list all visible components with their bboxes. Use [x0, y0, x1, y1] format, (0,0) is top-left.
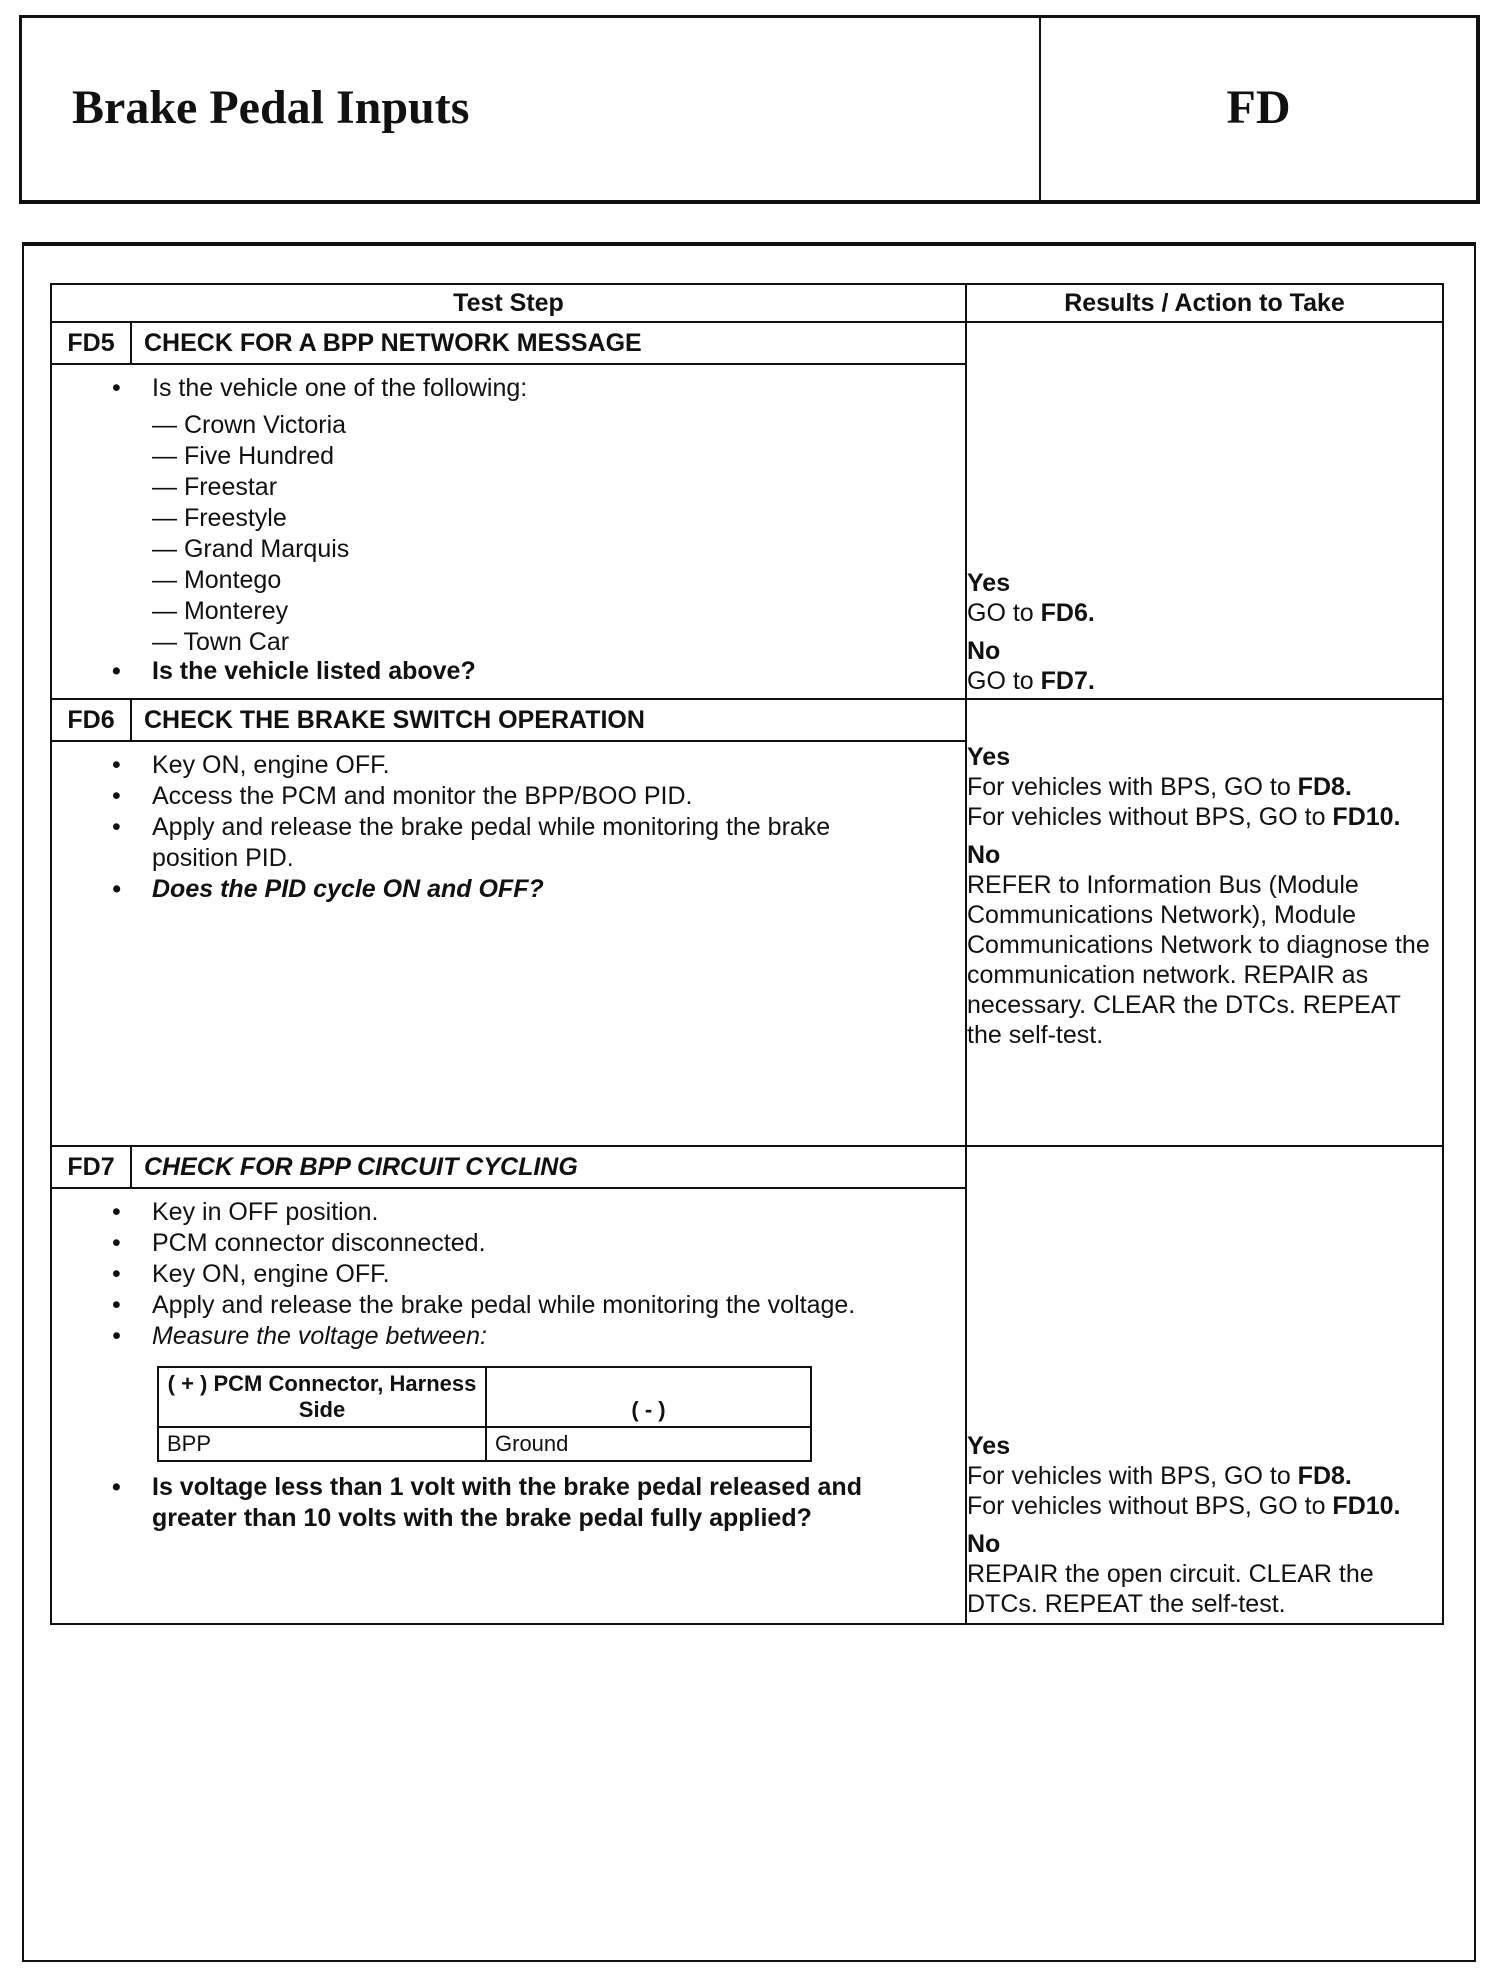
- vehicle-item: — Crown Victoria: [152, 410, 965, 441]
- step-id: FD7: [52, 1147, 132, 1187]
- no-text: REFER to Information Bus (Module Communications Network), Module Communications Network to diagnose the communication network. REPAIR as necessary. CLEAR the DTCs. REPEAT the self-test.: [967, 871, 1430, 1049]
- table-row: [51, 1146, 1443, 1624]
- table-row: [51, 322, 1443, 699]
- page-title: Brake Pedal Inputs: [72, 81, 470, 134]
- no-text: GO to: [967, 667, 1041, 695]
- yes-text: For vehicles with BPS, GO to: [967, 773, 1298, 801]
- bullet: • Key in OFF position.: [152, 1197, 965, 1228]
- no-label: No: [967, 1530, 1001, 1558]
- measurement-table: [157, 1366, 812, 1462]
- step-id: FD5: [52, 323, 132, 363]
- bullet: • Is the vehicle one of the following:: [152, 373, 965, 404]
- yes-text: For vehicles with BPS, GO to: [967, 1462, 1298, 1490]
- yes-text: For vehicles without BPS, GO to: [967, 803, 1333, 831]
- column-header-results: Results / Action to Take: [966, 284, 1443, 322]
- step-title: CHECK FOR BPP CIRCUIT CYCLING: [144, 1152, 578, 1181]
- test-step-table: [50, 283, 1444, 1625]
- vehicle-item: — Town Car: [152, 627, 965, 658]
- vehicle-item: — Monterey: [152, 596, 965, 627]
- vehicle-item: — Freestyle: [152, 503, 965, 534]
- page-header: [19, 15, 1480, 204]
- goto-link[interactable]: FD6.: [1040, 599, 1095, 627]
- no-label: No: [967, 637, 1001, 665]
- section-code: FD: [1226, 81, 1291, 134]
- column-header-test-step: Test Step: [51, 284, 966, 322]
- bullet: • Apply and release the brake pedal while monitoring the voltage.: [152, 1290, 965, 1321]
- goto-link[interactable]: FD7.: [1040, 667, 1095, 695]
- bullet: • Key ON, engine OFF.: [152, 1259, 965, 1290]
- yes-label: Yes: [967, 569, 1011, 597]
- table-row: [51, 699, 1443, 1146]
- bullet: • Apply and release the brake pedal while monitoring the brake position PID.: [152, 812, 965, 874]
- question: • Is the vehicle listed above?: [152, 656, 965, 687]
- yes-text: GO to: [967, 599, 1041, 627]
- yes-label: Yes: [967, 1432, 1011, 1460]
- bullet: • Key ON, engine OFF.: [152, 750, 965, 781]
- question: • Is voltage less than 1 volt with the brake pedal released and greater than 10 volts with the brake pedal fully applied?: [152, 1472, 885, 1534]
- no-text: REPAIR the open circuit. CLEAR the DTCs. REPEAT the self-test.: [967, 1560, 1374, 1618]
- goto-link[interactable]: FD8.: [1297, 1462, 1352, 1490]
- bullet: • Measure the voltage between:: [152, 1321, 965, 1352]
- vehicle-item: — Montego: [152, 565, 965, 596]
- bullet: • Access the PCM and monitor the BPP/BOO PID.: [152, 781, 965, 812]
- goto-link[interactable]: FD10.: [1332, 1492, 1401, 1520]
- bullet: • PCM connector disconnected.: [152, 1228, 965, 1259]
- question: • Does the PID cycle ON and OFF?: [152, 874, 965, 905]
- yes-text: For vehicles without BPS, GO to: [967, 1492, 1333, 1520]
- yes-label: Yes: [967, 743, 1011, 771]
- meas-cell: Ground: [486, 1427, 811, 1461]
- meas-header-negative: ( - ): [486, 1367, 811, 1427]
- vehicle-item: — Five Hundred: [152, 441, 965, 472]
- goto-link[interactable]: FD10.: [1332, 803, 1401, 831]
- vehicle-item: — Freestar: [152, 472, 965, 503]
- goto-link[interactable]: FD8.: [1297, 773, 1352, 801]
- step-id: FD6: [52, 700, 132, 740]
- vehicle-item: — Grand Marquis: [152, 534, 965, 565]
- step-title: CHECK THE BRAKE SWITCH OPERATION: [144, 705, 645, 734]
- meas-cell: BPP: [158, 1427, 486, 1461]
- meas-header-positive: ( + ) PCM Connector, Harness Side: [158, 1367, 486, 1427]
- step-title: CHECK FOR A BPP NETWORK MESSAGE: [144, 328, 642, 357]
- no-label: No: [967, 841, 1001, 869]
